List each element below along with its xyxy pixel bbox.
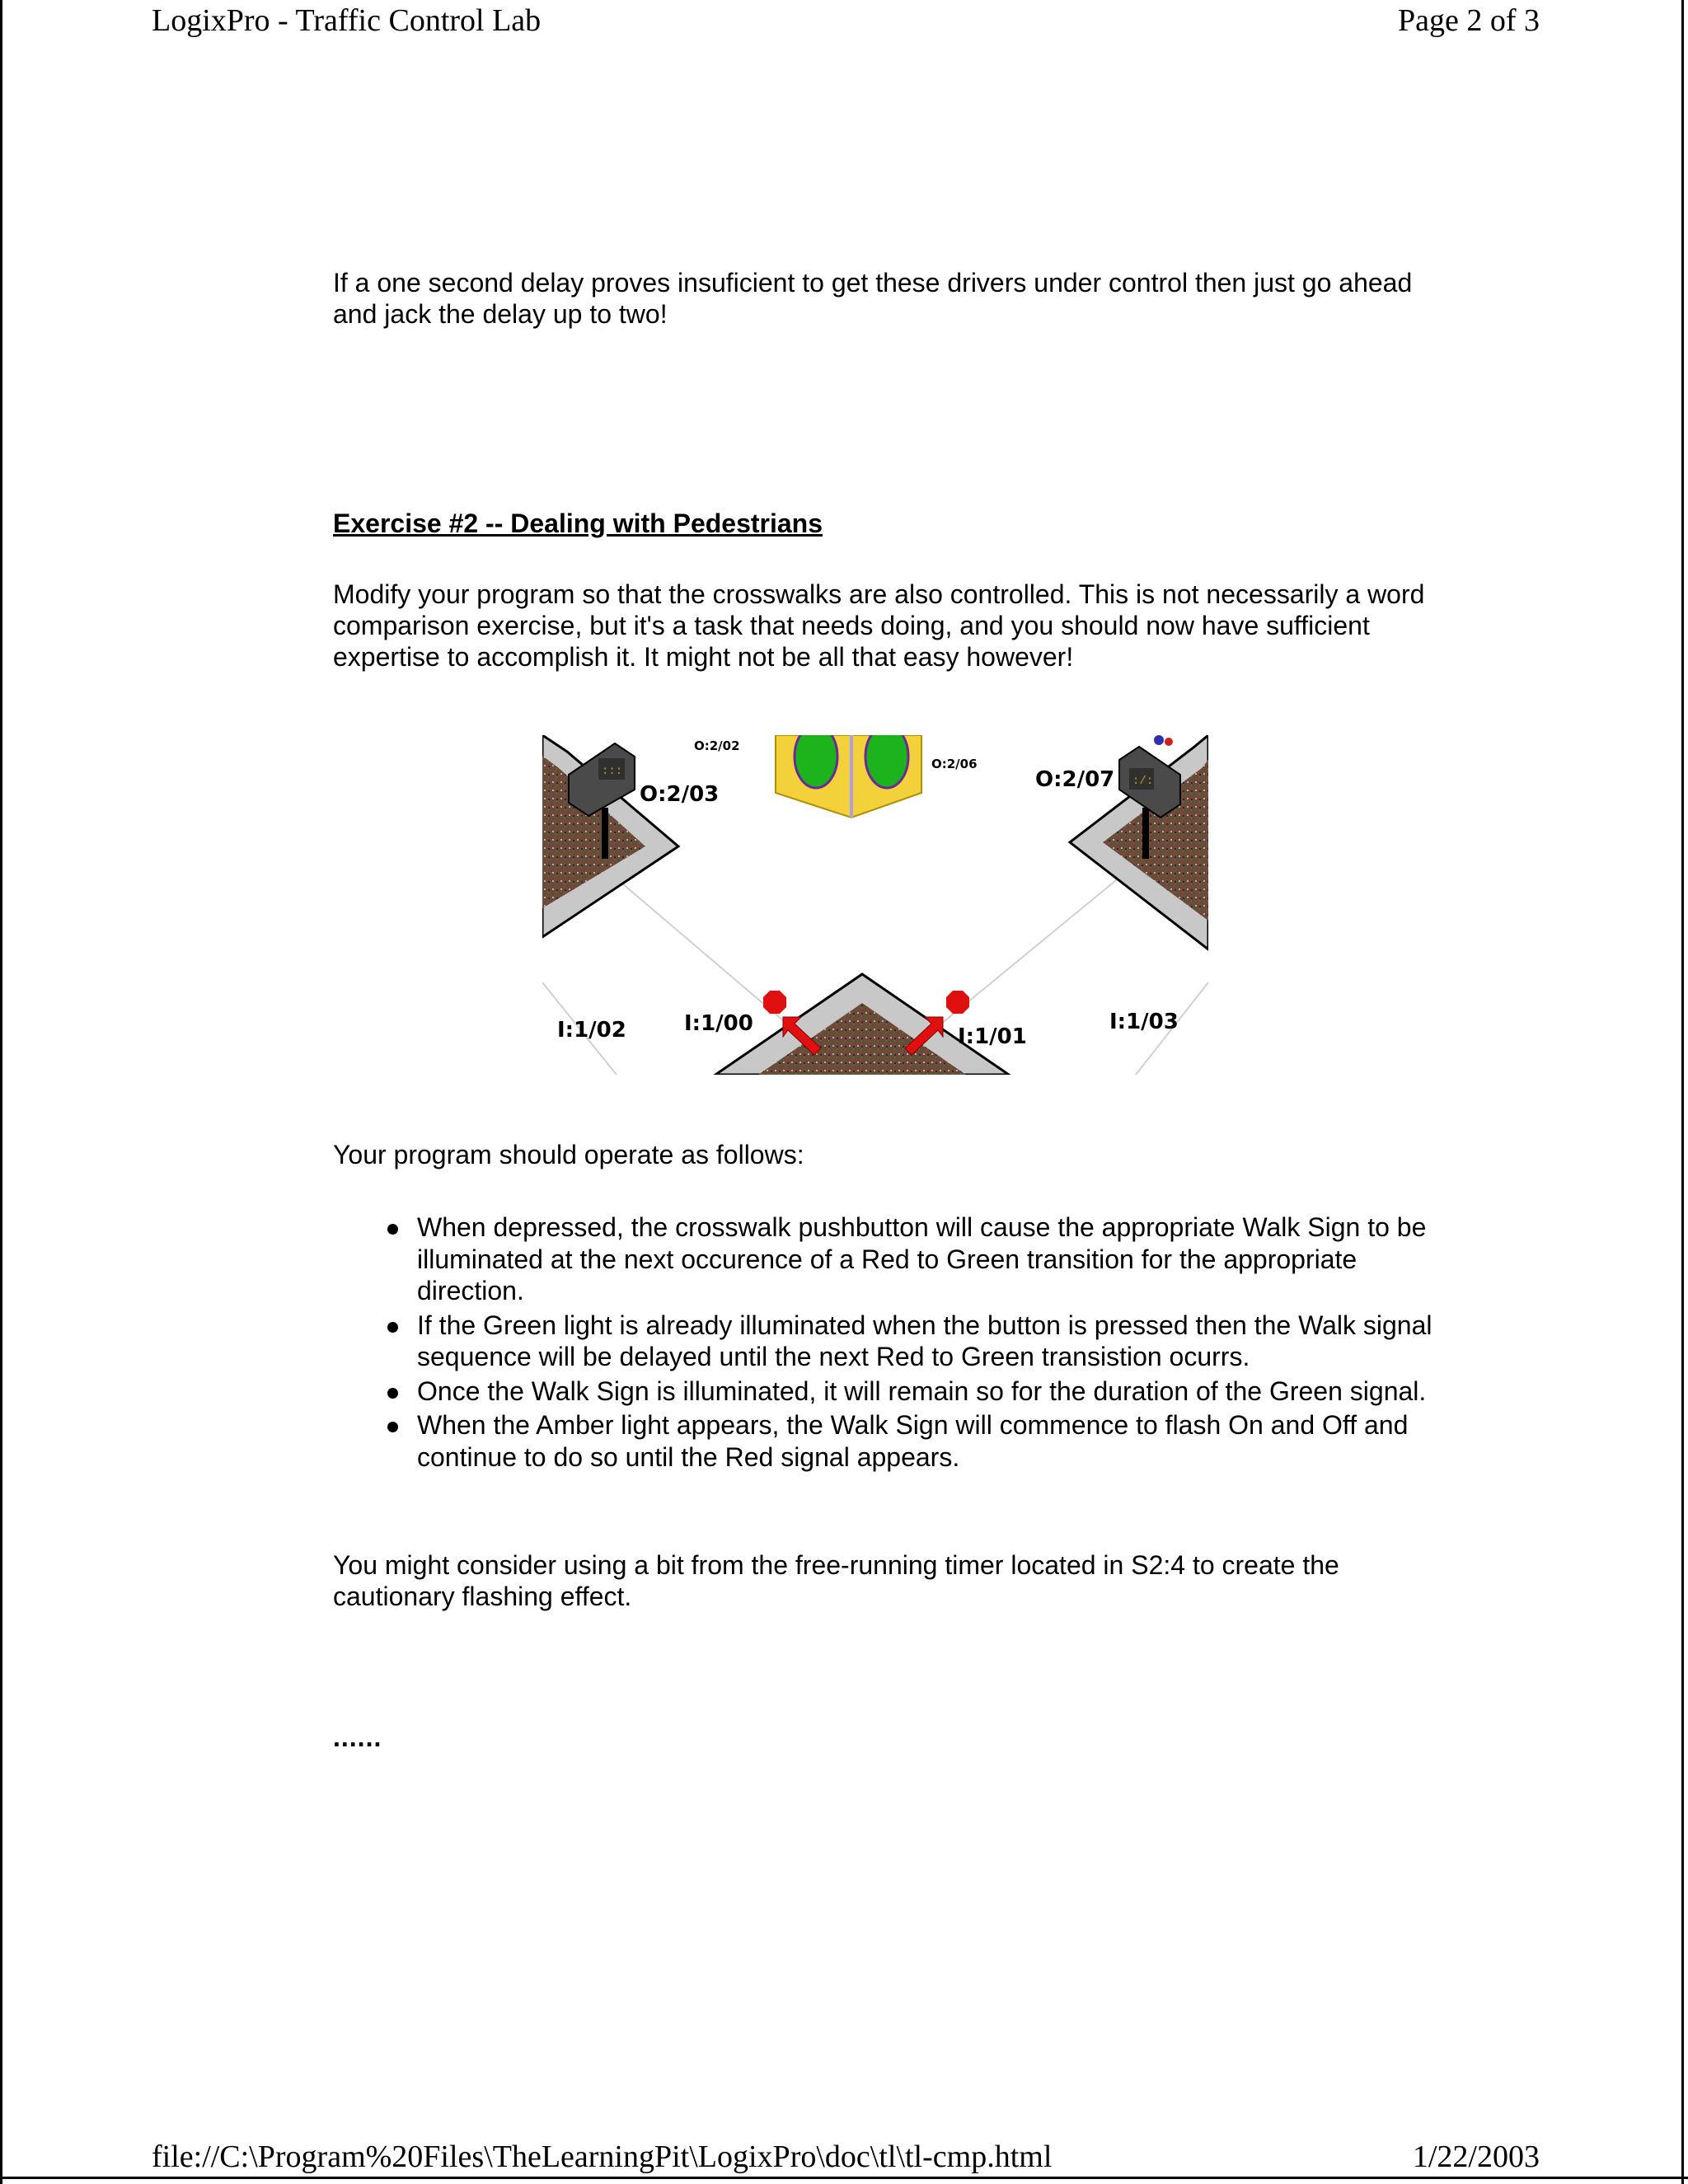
list-item-text: When the Amber light appears, the Walk Sign will commence to flash On and Off and continue to do so until the Red signal appears. [417, 1410, 1409, 1472]
frame-right [1681, 0, 1684, 2184]
bullet-dot [387, 1224, 398, 1235]
walk-sign-post [602, 808, 608, 859]
svg-text::/:: :/: [1132, 775, 1154, 788]
label-i102: I:1/02 [557, 1018, 626, 1043]
frame-left [0, 0, 2, 2184]
exercise-paragraph: Modify your program so that the crosswalks are also controlled. This is not necessarily a word comparison exercise, but it's a task that needs doing, and you should now have sufficient expertise to accomplish it. It might not be all that easy however! [333, 579, 1425, 672]
label-o203: O:2/03 [640, 782, 720, 807]
bullet-dot [387, 1322, 398, 1333]
list-item-text: When depressed, the crosswalk pushbutton will cause the appropriate Walk Sign to be illuminated at the next occurence of a Red to Green transition for the appropriate direction. [417, 1212, 1427, 1305]
list-item [333, 1376, 1437, 1408]
pushbutton-right [946, 991, 969, 1014]
operation-list [333, 1212, 1437, 1475]
label-i103: I:1/03 [1109, 1010, 1179, 1034]
header-page-number: Page 2 of 3 [1397, 3, 1540, 38]
label-i101: I:1/01 [958, 1024, 1027, 1049]
label-o206: O:2/06 [931, 757, 978, 771]
frame-bottom [0, 2177, 1688, 2179]
header-title: LogixPro - Traffic Control Lab [152, 3, 542, 38]
exercise-heading: Exercise #2 -- Dealing with Pedestrians [333, 509, 823, 538]
intro-paragraph: If a one second delay proves insuficient to get these drivers under control then just go ahead and jack the delay up to two! [333, 268, 1413, 329]
svg-text::::: ::: [602, 765, 623, 778]
label-o202: O:2/02 [694, 738, 740, 753]
list-item-text: If the Green light is already illuminated when the button is pressed then the Walk signal sequence will be delayed until the next Red to Green transistion ocurrs. [417, 1310, 1432, 1371]
list-item [333, 1409, 1437, 1473]
label-o207: O:2/07 [1035, 767, 1115, 792]
list-item [333, 1212, 1437, 1307]
green-light-left [795, 735, 837, 788]
walk-sign-post [1142, 808, 1149, 859]
list-item-text: Once the Walk Sign is illuminated, it will remain so for the duration of the Green signal. [417, 1376, 1427, 1406]
operate-intro: Your program should operate as follows: [333, 1140, 804, 1169]
label-i100: I:1/00 [684, 1011, 753, 1036]
intersection-svg [542, 735, 1208, 1075]
bullet-dot [387, 1422, 398, 1432]
light-fragment [1165, 738, 1173, 746]
footer-file-path: file://C:\Program%20Files\TheLearningPit\LogixPro\doc\tl\tl-cmp.html [152, 2139, 1053, 2174]
bullet-dot [387, 1388, 398, 1399]
pushbutton-left [763, 991, 786, 1014]
intersection-figure [542, 735, 1208, 1075]
timer-paragraph: You might consider using a bit from the free-running timer located in S2:4 to create the cautionary flashing effect. [333, 1550, 1339, 1611]
footer-date: 1/22/2003 [1412, 2139, 1540, 2174]
green-light-right [865, 735, 908, 788]
list-item [333, 1310, 1437, 1373]
light-fragment [1154, 735, 1164, 745]
ellipsis: ...... [333, 1722, 382, 1752]
